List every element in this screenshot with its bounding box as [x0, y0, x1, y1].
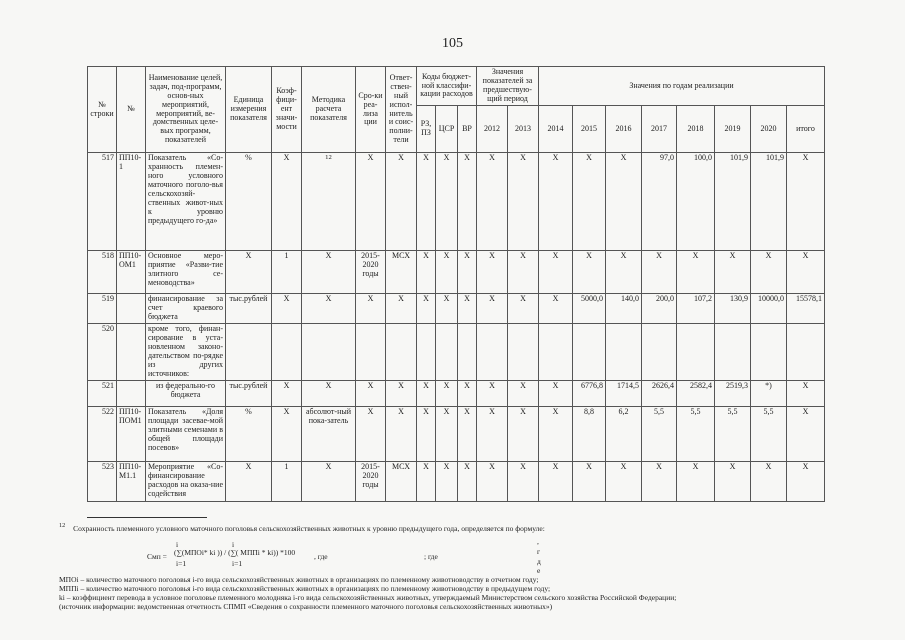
cell-2017: 2626,4 — [642, 380, 677, 406]
cell-term: Х — [356, 406, 386, 461]
cell-rz: Х — [417, 153, 436, 251]
indicators-table — [87, 66, 825, 502]
cell-2014: Х — [539, 251, 573, 294]
cell-unit: % — [226, 153, 272, 251]
footnote-mark: 12 — [59, 522, 66, 529]
cell-term: Х — [356, 153, 386, 251]
cell-row: 522 — [88, 406, 117, 461]
cell-2014: Х — [539, 153, 573, 251]
cell-2013: Х — [508, 153, 539, 251]
header-total: итого — [787, 106, 825, 153]
header-rz: РЗ, ПЗ — [417, 106, 436, 153]
cell-no — [117, 294, 146, 324]
cell-2012 — [477, 324, 508, 381]
cell-2020: *) — [751, 380, 787, 406]
cell-2013 — [508, 324, 539, 381]
cell-row: 523 — [88, 461, 117, 501]
cell-2019: 2519,3 — [715, 380, 751, 406]
footnote-line-4: (источник информации: ведомственная отчетность СПМП «Сведения о сохранности племенного маточного поголовья сельскохозяйственных животных») — [59, 602, 553, 611]
header-csr: ЦСР — [436, 106, 458, 153]
cell-2012: Х — [477, 406, 508, 461]
cell-responsible: Х — [386, 380, 417, 406]
cell-2020: 10000,0 — [751, 294, 787, 324]
header-coef: Коэф-фици-ент значи-мости — [272, 67, 302, 153]
cell-2015: 6776,8 — [573, 380, 606, 406]
cell-2018: 100,0 — [677, 153, 715, 251]
header-2018: 2018 — [677, 106, 715, 153]
table-row — [88, 380, 825, 406]
header-2016: 2016 — [606, 106, 642, 153]
cell-2014: Х — [539, 461, 573, 501]
cell-2014 — [539, 324, 573, 381]
cell-method: Х — [302, 380, 356, 406]
cell-2017 — [642, 324, 677, 381]
cell-2016: Х — [606, 461, 642, 501]
cell-unit: тыс.рублей — [226, 380, 272, 406]
cell-2013: Х — [508, 406, 539, 461]
cell-name: Основное меро-приятие «Разви-тие элитного се-меноводства» — [146, 251, 226, 294]
header-budget-codes: Коды бюджет-ной классифи-кации расходов — [417, 67, 477, 106]
cell-csr: Х — [436, 251, 458, 294]
cell-2016: Х — [606, 153, 642, 251]
cell-vr: Х — [458, 406, 477, 461]
cell-2019: 5,5 — [715, 406, 751, 461]
cell-no: ПП10-ОМ1 — [117, 251, 146, 294]
formula-main: (∑(МПОi* ki )) / (∑( МППi * ki)) *100 — [174, 548, 296, 557]
cell-2016 — [606, 324, 642, 381]
footnote-separator — [87, 517, 207, 518]
cell-2013: Х — [508, 380, 539, 406]
cell-2019: Х — [715, 251, 751, 294]
cell-vr: Х — [458, 153, 477, 251]
cell-2019 — [715, 324, 751, 381]
footnote-heading — [59, 522, 545, 533]
cell-csr — [436, 324, 458, 381]
table-row — [88, 406, 825, 461]
cell-row: 518 — [88, 251, 117, 294]
footnote-line-2: МППi – количество маточного поголовья i-го вида сельскохозяйственных животных в организациях по племенному животноводству в предыдущем году; — [59, 584, 551, 593]
cell-unit: Х — [226, 251, 272, 294]
cell-2012: Х — [477, 294, 508, 324]
formula-bottom-index-left: i=1 — [176, 559, 187, 568]
cell-rz: Х — [417, 406, 436, 461]
cell-2017: Х — [642, 461, 677, 501]
header-term: Сро-ки реа-лиза ции — [356, 67, 386, 153]
cell-2018: 107,2 — [677, 294, 715, 324]
cell-2013: Х — [508, 294, 539, 324]
table-row — [88, 294, 825, 324]
cell-2018: 5,5 — [677, 406, 715, 461]
cell-term — [356, 324, 386, 381]
cell-coef: 1 — [272, 251, 302, 294]
cell-2017: 200,0 — [642, 294, 677, 324]
header-name: Наименование целей, задач, под-программ, основ-ных мероприятий, мероприятий, ве-домственных целе-вых программ, показателей — [146, 67, 226, 153]
cell-2019: 101,9 — [715, 153, 751, 251]
cell-2020: 101,9 — [751, 153, 787, 251]
cell-row: 519 — [88, 294, 117, 324]
cell-csr: Х — [436, 294, 458, 324]
formula-where-1: , где — [314, 552, 328, 561]
header-vr: ВР — [458, 106, 477, 153]
formula-where-2: ; где — [424, 552, 438, 561]
formula-side-letters: , г д е — [537, 537, 541, 576]
cell-rz: Х — [417, 380, 436, 406]
table-row — [88, 153, 825, 251]
header-method: Методика расчета показателя — [302, 67, 356, 153]
header-2019: 2019 — [715, 106, 751, 153]
cell-method — [302, 153, 356, 251]
cell-term: Х — [356, 380, 386, 406]
cell-term: 2015-2020 годы — [356, 461, 386, 501]
cell-responsible — [386, 324, 417, 381]
header-unit: Единица измерения показателя — [226, 67, 272, 153]
cell-row: 517 — [88, 153, 117, 251]
cell-coef: Х — [272, 153, 302, 251]
cell-unit: % — [226, 406, 272, 461]
cell-rz: Х — [417, 461, 436, 501]
cell-csr: Х — [436, 461, 458, 501]
cell-2020: Х — [751, 461, 787, 501]
cell-2015: Х — [573, 153, 606, 251]
cell-2014: Х — [539, 406, 573, 461]
cell-name: Показатель «Со-хранность племен-ного условного маточного поголо-вья сельскохозяй-ственных живот-ных к уровню предыдущего го-да» — [146, 153, 226, 251]
cell-vr: Х — [458, 380, 477, 406]
cell-responsible: Х — [386, 406, 417, 461]
cell-vr: Х — [458, 294, 477, 324]
cell-name: кроме того, финан-сирование в уста-новленном законо-дательством по-рядке из других источников: — [146, 324, 226, 381]
cell-csr: Х — [436, 380, 458, 406]
cell-unit: Х — [226, 461, 272, 501]
cell-rz: Х — [417, 294, 436, 324]
formula-top-index-left: i — [176, 540, 179, 549]
cell-no: ПП10-ПОМ1 — [117, 406, 146, 461]
cell-coef: Х — [272, 406, 302, 461]
cell-2020: Х — [751, 251, 787, 294]
footnote-line-1: МПОi – количество маточного поголовья i-го вида сельскохозяйственных животных в организациях по племенному животноводству в отчетном году; — [59, 575, 539, 584]
cell-name: Показатель «Доля площади засевае-мой элитными семенами в общей площади посевов» — [146, 406, 226, 461]
cell-2018: Х — [677, 461, 715, 501]
cell-csr: Х — [436, 406, 458, 461]
cell-responsible: МСХ — [386, 461, 417, 501]
cell-2018: Х — [677, 251, 715, 294]
cell-2015: Х — [573, 251, 606, 294]
cell-2015: 5000,0 — [573, 294, 606, 324]
cell-coef: Х — [272, 380, 302, 406]
cell-method: абсолют-ный пока-затель — [302, 406, 356, 461]
cell-vr: Х — [458, 461, 477, 501]
cell-2018 — [677, 324, 715, 381]
cell-row: 521 — [88, 380, 117, 406]
header-responsible: Ответ-ствен-ный испол-нитель и соис-полни-тели — [386, 67, 417, 153]
header-2020: 2020 — [751, 106, 787, 153]
cell-2016: 6,2 — [606, 406, 642, 461]
cell-no — [117, 324, 146, 381]
cell-method — [302, 324, 356, 381]
cell-method: Х — [302, 461, 356, 501]
header-row-no: № строки — [88, 67, 117, 153]
cell-name: из федерально-го бюджета — [146, 380, 226, 406]
header-years: Значения по годам реализации — [539, 67, 825, 106]
cell-2014: Х — [539, 380, 573, 406]
cell-2013: Х — [508, 461, 539, 501]
cell-2014: Х — [539, 294, 573, 324]
page-number: 105 — [442, 36, 463, 51]
cell-rz: Х — [417, 251, 436, 294]
cell-2016: 140,0 — [606, 294, 642, 324]
cell-method: Х — [302, 294, 356, 324]
table-row — [88, 251, 825, 294]
cell-no: ПП10-М1.1 — [117, 461, 146, 501]
cell-total: Х — [787, 251, 825, 294]
cell-rz — [417, 324, 436, 381]
header-no: № — [117, 67, 146, 153]
cell-2017: 5,5 — [642, 406, 677, 461]
header-previous-period: Значения показателей за предшествую-щий период — [477, 67, 539, 106]
formula-left: Смп = — [147, 552, 167, 561]
cell-vr: Х — [458, 251, 477, 294]
cell-2017: Х — [642, 251, 677, 294]
cell-2015: Х — [573, 461, 606, 501]
cell-term: 2015-2020 годы — [356, 251, 386, 294]
cell-total: Х — [787, 380, 825, 406]
formula-top-index-right: i — [232, 540, 235, 549]
footnote-text: Сохранность племенного условного маточного поголовья сельскохозяйственных животных к уровню предыдущего года, определяется по формуле: — [73, 523, 545, 533]
cell-coef: 1 — [272, 461, 302, 501]
cell-coef — [272, 324, 302, 381]
cell-2012: Х — [477, 461, 508, 501]
cell-2019: 130,9 — [715, 294, 751, 324]
cell-vr — [458, 324, 477, 381]
cell-2019: Х — [715, 461, 751, 501]
cell-responsible: МСХ — [386, 251, 417, 294]
cell-2012: Х — [477, 251, 508, 294]
cell-row: 520 — [88, 324, 117, 381]
cell-2018: 2582,4 — [677, 380, 715, 406]
cell-total: Х — [787, 406, 825, 461]
cell-2015: 8,8 — [573, 406, 606, 461]
cell-unit: тыс.рублей — [226, 294, 272, 324]
cell-2012: Х — [477, 153, 508, 251]
cell-responsible: Х — [386, 294, 417, 324]
cell-no — [117, 380, 146, 406]
cell-unit — [226, 324, 272, 381]
header-2012: 2012 — [477, 106, 508, 153]
cell-responsible: Х — [386, 153, 417, 251]
cell-total: 15578,1 — [787, 294, 825, 324]
cell-name: финансирование за счет краевого бюджета — [146, 294, 226, 324]
cell-2015 — [573, 324, 606, 381]
cell-2013: Х — [508, 251, 539, 294]
cell-2017: 97,0 — [642, 153, 677, 251]
table-row — [88, 461, 825, 501]
footnote-line-3: ki – коэффициент перевода в условное поголовье племенного молодняка i-го вида сельскохозяйственных животных, утверждаемый Министерством сельского хозяйства Российской Федерации; — [59, 593, 677, 602]
cell-total: Х — [787, 153, 825, 251]
cell-method: Х — [302, 251, 356, 294]
header-2017: 2017 — [642, 106, 677, 153]
cell-total: Х — [787, 461, 825, 501]
cell-term: Х — [356, 294, 386, 324]
formula-bottom-index-right: i=1 — [232, 559, 243, 568]
footnote-ref: 12 — [325, 154, 332, 161]
header-2014: 2014 — [539, 106, 573, 153]
cell-total — [787, 324, 825, 381]
cell-coef: Х — [272, 294, 302, 324]
cell-2016: Х — [606, 251, 642, 294]
header-2015: 2015 — [573, 106, 606, 153]
cell-2020: 5,5 — [751, 406, 787, 461]
cell-2020 — [751, 324, 787, 381]
table-row — [88, 324, 825, 381]
cell-name: Мероприятие «Со-финансирование расходов на оказа-ние содействия — [146, 461, 226, 501]
cell-no: ПП10-1 — [117, 153, 146, 251]
cell-csr: Х — [436, 153, 458, 251]
cell-2016: 1714,5 — [606, 380, 642, 406]
header-2013: 2013 — [508, 106, 539, 153]
cell-2012: Х — [477, 380, 508, 406]
